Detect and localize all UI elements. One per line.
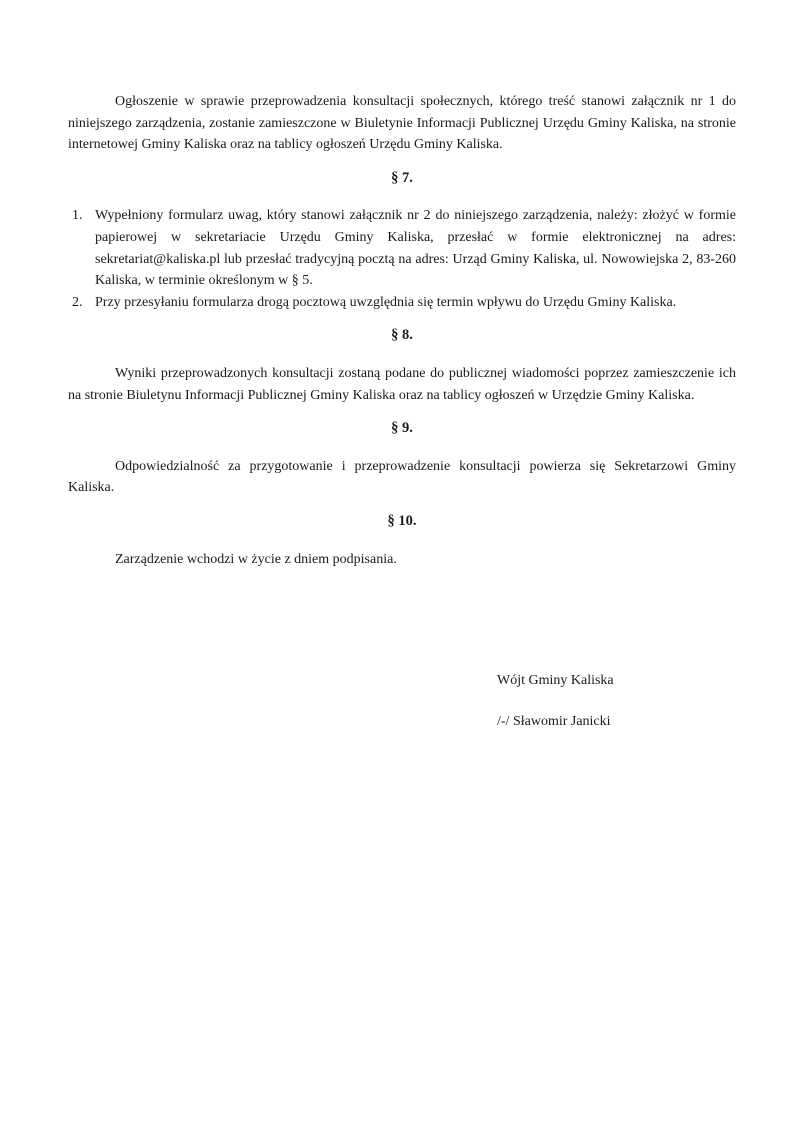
section-10-paragraph: Zarządzenie wchodzi w życie z dniem podpisania. (115, 551, 397, 567)
section-7-list (68, 205, 736, 313)
signatory-name: /-/ Sławomir Janicki (497, 713, 611, 729)
document-content (68, 91, 736, 732)
list-item (68, 292, 736, 314)
section-8-paragraph: Wyniki przeprowadzonych konsultacji zostaną podane do publicznej wiadomości poprzez zamieszczenie ich na stronie Biuletynu Informacji Publicznej Gminy Kaliska oraz na tablicy ogłoszeń w Urzędzie Gminy Kaliska. (68, 365, 736, 403)
section-10-heading: § 10. (387, 512, 417, 529)
signature-block (497, 670, 736, 732)
list-item-text: Przy przesyłaniu formularza drogą pocztową uwzględnia się termin wpływu do Urzędu Gminy Kaliska. (95, 294, 677, 310)
publication-paragraph: Ogłoszenie w sprawie przeprowadzenia konsultacji społecznych, którego treść stanowi załącznik nr 1 do niniejszego zarządzenia, zostanie zamieszczone w Biuletynie Informacji Publicznej Urzędu Gminy Kaliska, na stronie internetowej Gminy Kaliska oraz na tablicy ogłoszeń Urzędu Gminy Kaliska. (68, 94, 736, 153)
section-9-paragraph: Odpowiedzialność za przygotowanie i przeprowadzenie konsultacji powierza się Sekretarzowi Gminy Kaliska. (68, 458, 736, 496)
signatory-title: Wójt Gminy Kaliska (497, 673, 614, 689)
section-8-heading: § 8. (391, 327, 413, 344)
list-item (68, 205, 736, 291)
section-7-heading: § 7. (391, 169, 413, 186)
list-item-number: 2. (72, 294, 83, 310)
section-9-heading: § 9. (391, 420, 413, 437)
list-item-number: 1. (72, 208, 83, 224)
list-item-text: Wypełniony formularz uwag, który stanowi załącznik nr 2 do niniejszego zarządzenia, należy: złożyć w formie papierowej w sekretariacie Urzędu Gminy Kaliska, przesłać w formie elektronicznej na adres: sekretariat@kaliska.pl lub przesłać tradycyjną pocztą na adres: Urząd Gminy Kaliska, ul. Nowowiejska 2, 83-260 Kaliska, w terminie określonym w § 5. (95, 208, 736, 289)
